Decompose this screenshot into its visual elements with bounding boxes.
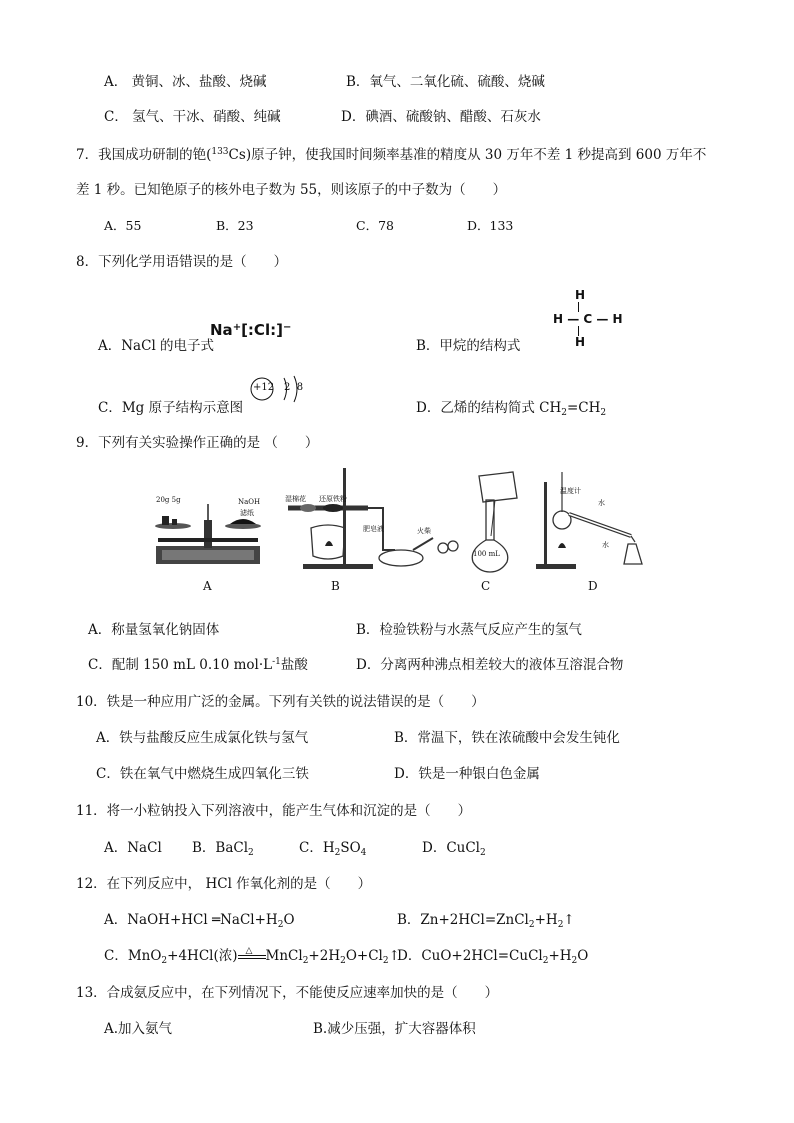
q13-option-b: B.减少压强，扩大容器体积 <box>313 1021 476 1037</box>
q13-stem: 13．合成氨反应中，在下列情况下，不能使反应速率加快的是（ ） <box>76 985 499 1001</box>
water-out-label: 水 <box>602 541 609 549</box>
q10-option-a: A．铁与盐酸反应生成氯化铁与氢气 <box>96 730 309 746</box>
q11-stem: 11．将一小粒钠投入下列溶液中，能产生气体和沉淀的是（ ） <box>76 803 472 819</box>
q11-option-b: B．BaCl$_2$ <box>192 840 254 858</box>
mg-nucleus: +12 <box>253 382 275 393</box>
figure-d-distillation <box>536 468 648 572</box>
q12-option-b: B．$Zn+2HCl=ZnCl_2+H_2↑$ <box>397 912 575 930</box>
figure-b-apparatus <box>283 468 463 572</box>
q10-stem: 10．铁是一种应用广泛的金属。下列有关铁的说法错误的是（ ） <box>76 694 485 710</box>
bond <box>578 302 579 312</box>
q12-stem: 12．在下列反应中， HCl 作氧化剂的是（ ） <box>76 876 372 892</box>
q11-option-d: D．CuCl$_2$ <box>422 840 486 858</box>
methane-structure <box>548 288 623 350</box>
methane-row: H — C — H <box>553 312 623 326</box>
q13-option-a: A.加入氨气 <box>104 1021 173 1037</box>
q12-option-c: C．MnO$_2$+4HCl(浓) △ $MnCl_2+2H_2O+Cl_2↑$ <box>104 947 400 965</box>
iron-powder-label: 还原铁粉 <box>319 495 347 503</box>
q9-option-c: C．配制 150 mL 0.10 $mol\cdot L^{-1}$盐酸 <box>88 657 308 673</box>
q7-option-d: D．133 <box>467 218 514 233</box>
fig-label-b: B <box>331 579 340 593</box>
figure-a-balance <box>148 494 268 570</box>
methane-h-top: H <box>575 288 586 302</box>
nacl-electron-formula: Na+[:Cl:]− <box>210 321 292 339</box>
naoh-label: NaOH <box>238 498 261 506</box>
weights-label: 20g 5g <box>156 496 181 504</box>
q10-option-d: D．铁是一种银白色金属 <box>394 766 540 782</box>
fig-label-a: A <box>203 579 212 593</box>
q11-option-c: C．$H_2SO_4$ <box>299 840 367 858</box>
fig-label-c: C <box>481 579 491 593</box>
q9-stem: 9．下列有关实验操作正确的是 （ ） <box>76 435 319 451</box>
heat-arrow <box>238 945 266 964</box>
equals-line <box>238 958 266 959</box>
thermometer-label: 温度计 <box>560 487 581 495</box>
q8-option-d: D．乙烯的结构简式 $CH_2=CH_2$ <box>416 400 607 418</box>
fig-label-d: D <box>588 579 598 593</box>
q9-option-b: B．检验铁粉与水蒸气反应产生的氢气 <box>356 622 582 638</box>
match-label: 火柴 <box>417 527 431 535</box>
q6-option-b: B．氧气、二氧化硫、硫酸、烧碱 <box>346 74 545 90</box>
q8-option-a: A．NaCl 的电子式 <box>98 338 215 354</box>
q10-option-b: B．常温下，铁在浓硫酸中会发生钝化 <box>394 730 620 746</box>
wet-cotton-label: 湿棉花 <box>285 495 306 503</box>
q8-option-b: B．甲烷的结构式 <box>416 338 521 354</box>
methane-h-bot: H <box>575 335 586 349</box>
soap-solution-label: 肥皂液 <box>363 525 384 533</box>
q11-option-a: A．NaCl <box>104 840 162 856</box>
q9-option-d: D．分离两种沸点相差较大的液体互溶混合物 <box>356 657 624 673</box>
q12-option-a: A．NaOH+HCl $═NaCl+H_2O$ <box>104 912 295 930</box>
filter-paper-label: 滤纸 <box>240 509 254 517</box>
q10-option-c: C．铁在氧气中燃烧生成四氧化三铁 <box>96 766 309 782</box>
q9-option-a: A．称量氢氧化钠固体 <box>88 622 220 638</box>
flask-volume-label: 100 mL <box>473 550 500 558</box>
q8-option-c: C．Mg 原子结构示意图 <box>98 400 244 416</box>
q7-stem: 7．我国成功研制的铯($^{133}$Cs)原子钟，使我国时间频率基准的精度从 30 万年不差 1 秒提高到 600 万年不 <box>76 147 707 163</box>
q6-option-c: C． 氢气、干冰、硝酸、纯碱 <box>104 109 281 125</box>
delta-symbol: △ <box>245 945 253 956</box>
mg-shells: 2 8 <box>284 382 304 393</box>
q6-option-a: A． 黄铜、冰、盐酸、烧碱 <box>104 74 267 90</box>
mg-atom-diagram <box>250 374 310 408</box>
q7-stem-line2: 差 1 秒。已知铯原子的核外电子数为 55，则该原子的中子数为（ ） <box>76 182 507 198</box>
figure-c-volumetric-flask <box>465 470 525 574</box>
q6-option-d: D．碘酒、硫酸钠、醋酸、石灰水 <box>341 109 541 125</box>
q8-stem: 8．下列化学用语错误的是（ ） <box>76 254 288 270</box>
q7-option-a: A．55 <box>104 218 142 233</box>
equals-line <box>238 955 266 956</box>
q7-option-c: C．78 <box>356 218 394 233</box>
water-in-label: 水 <box>598 499 605 507</box>
q12-option-d: D．$CuO+2HCl=CuCl_2+H_2O$ <box>397 948 589 966</box>
q7-option-b: B．23 <box>216 218 254 233</box>
